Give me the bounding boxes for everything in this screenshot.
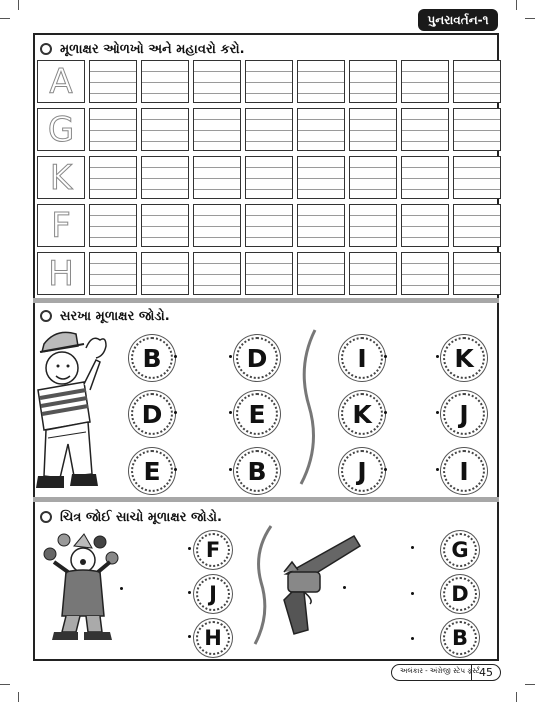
practice-cell[interactable] — [245, 60, 293, 103]
practice-cell[interactable] — [141, 156, 189, 199]
trace-letter-cell: H — [37, 252, 85, 295]
match-dot[interactable] — [188, 635, 191, 638]
match-dot[interactable] — [229, 355, 232, 358]
practice-cell[interactable] — [89, 60, 137, 103]
letter-badge[interactable]: B — [443, 621, 477, 655]
practice-cell[interactable] — [193, 156, 241, 199]
section1-title-text: મૂળાક્ષર ઓળખો અને મહાવરો કરો. — [60, 42, 245, 57]
match-dot[interactable] — [411, 637, 414, 640]
practice-cell[interactable] — [453, 204, 501, 247]
letter-badge[interactable]: D — [131, 393, 173, 435]
practice-cell[interactable] — [245, 252, 293, 295]
match-dot[interactable] — [174, 355, 177, 358]
letter-badge[interactable]: G — [443, 533, 477, 567]
trace-letter-cell: F — [37, 204, 85, 247]
match-dot[interactable] — [411, 546, 414, 549]
letter-badge[interactable]: E — [236, 393, 278, 435]
crop-mark — [18, 692, 19, 702]
section3-title — [40, 510, 222, 525]
letter-badge[interactable]: D — [236, 337, 278, 379]
crop-mark — [0, 684, 10, 685]
crop-mark — [18, 0, 19, 10]
practice-cell[interactable] — [193, 252, 241, 295]
practice-cell[interactable] — [297, 156, 345, 199]
practice-cell[interactable] — [193, 204, 241, 247]
practice-cell[interactable] — [89, 252, 137, 295]
bullet-icon — [40, 310, 52, 322]
letter-badge[interactable]: K — [341, 393, 383, 435]
practice-cell[interactable] — [89, 156, 137, 199]
practice-cell[interactable] — [453, 156, 501, 199]
crop-mark — [525, 18, 535, 19]
practice-cell[interactable] — [349, 204, 397, 247]
page-number: 45 — [471, 664, 500, 681]
trace-letter-cell: K — [37, 156, 85, 199]
practice-cell[interactable] — [297, 252, 345, 295]
match-dot[interactable] — [343, 586, 346, 589]
match-dot[interactable] — [188, 547, 191, 550]
match-dot[interactable] — [229, 468, 232, 471]
section1-title — [40, 42, 245, 57]
match-dot[interactable] — [174, 468, 177, 471]
practice-cell[interactable] — [401, 252, 449, 295]
page-footer — [391, 664, 501, 681]
practice-cell[interactable] — [193, 108, 241, 151]
match-dot[interactable] — [229, 411, 232, 414]
practice-cell[interactable] — [193, 60, 241, 103]
practice-cell[interactable] — [349, 60, 397, 103]
practice-cell[interactable] — [141, 204, 189, 247]
bullet-icon — [40, 511, 52, 523]
trace-letter-cell: G — [37, 108, 85, 151]
letter-badge[interactable]: J — [196, 577, 230, 611]
crop-mark — [516, 692, 517, 702]
revolver-illustration — [278, 532, 366, 637]
letter-badge[interactable]: B — [131, 337, 173, 379]
practice-cell[interactable] — [401, 60, 449, 103]
chapter-tag: પુનરાવર્તન-૧ — [418, 9, 498, 31]
match-dot[interactable] — [384, 355, 387, 358]
squiggle-divider — [293, 326, 323, 488]
section-divider — [33, 497, 499, 502]
practice-cell[interactable] — [349, 252, 397, 295]
crop-mark — [0, 18, 10, 19]
practice-cell[interactable] — [453, 252, 501, 295]
letter-badge[interactable]: F — [196, 533, 230, 567]
bullet-icon — [40, 43, 52, 55]
practice-cell[interactable] — [349, 156, 397, 199]
letter-badge[interactable]: I — [443, 450, 485, 492]
footer-book-title: અલંકાર - અંગ્રેજી સ્ટેપ ફર્સ્ટ — [400, 667, 480, 675]
practice-cell[interactable] — [141, 60, 189, 103]
practice-cell[interactable] — [297, 108, 345, 151]
tracing-grid — [37, 60, 501, 295]
practice-cell[interactable] — [401, 204, 449, 247]
match-dot[interactable] — [188, 591, 191, 594]
section-divider — [33, 298, 499, 303]
trace-letter-cell: A — [37, 60, 85, 103]
practice-cell[interactable] — [245, 204, 293, 247]
practice-cell[interactable] — [297, 204, 345, 247]
letter-badge[interactable]: J — [443, 393, 485, 435]
match-dot[interactable] — [384, 411, 387, 414]
practice-cell[interactable] — [245, 156, 293, 199]
squiggle-divider — [247, 522, 277, 647]
practice-cell[interactable] — [141, 108, 189, 151]
section2-title-text: સરખા મૂળાક્ષર જોડો. — [60, 309, 170, 324]
practice-cell[interactable] — [401, 108, 449, 151]
practice-cell[interactable] — [453, 108, 501, 151]
practice-cell[interactable] — [349, 108, 397, 151]
practice-cell[interactable] — [141, 252, 189, 295]
crop-mark — [516, 0, 517, 10]
practice-cell[interactable] — [297, 60, 345, 103]
letter-badge[interactable]: J — [341, 450, 383, 492]
practice-cell[interactable] — [89, 204, 137, 247]
section3-title-text: ચિત્ર જોઈ સાચો મૂળાક્ષર જોડો. — [60, 510, 222, 525]
letter-badge[interactable]: D — [443, 577, 477, 611]
practice-cell[interactable] — [89, 108, 137, 151]
clown-illustration — [40, 532, 122, 642]
match-dot[interactable] — [411, 592, 414, 595]
letter-badge[interactable]: E — [131, 450, 173, 492]
practice-cell[interactable] — [401, 156, 449, 199]
practice-cell[interactable] — [245, 108, 293, 151]
match-dot[interactable] — [436, 355, 439, 358]
letter-badge[interactable]: I — [341, 337, 383, 379]
practice-cell[interactable] — [453, 60, 501, 103]
letter-badge[interactable]: B — [236, 450, 278, 492]
letter-badge[interactable]: K — [443, 337, 485, 379]
section2-title — [40, 309, 170, 324]
match-dot[interactable] — [384, 468, 387, 471]
match-dot[interactable] — [120, 587, 123, 590]
match-dot[interactable] — [436, 411, 439, 414]
boy-illustration — [34, 326, 114, 498]
crop-mark — [525, 684, 535, 685]
match-dot[interactable] — [436, 468, 439, 471]
match-dot[interactable] — [174, 411, 177, 414]
letter-badge[interactable]: H — [196, 621, 230, 655]
